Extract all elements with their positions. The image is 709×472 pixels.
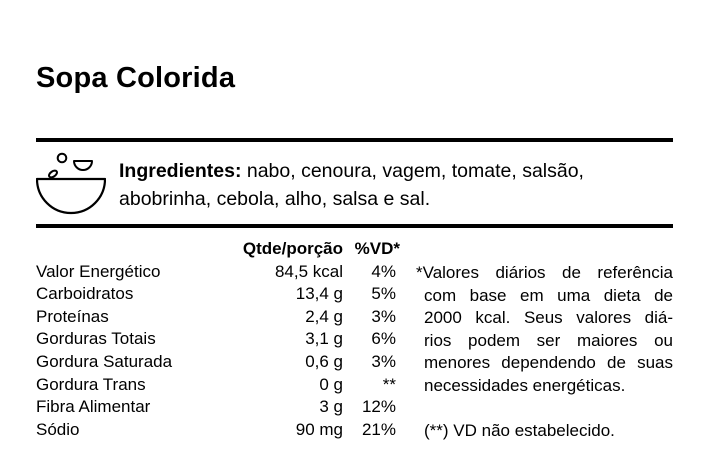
table-row (36, 306, 396, 329)
nutrient-daily-value: 3% (371, 351, 396, 371)
table-row (36, 419, 396, 442)
nutrient-daily-value: 21% (361, 419, 396, 439)
nutrition-header-row (36, 238, 400, 261)
nutrient-name: Valor Energético (36, 261, 161, 281)
nutrient-quantity: 3,1 g (305, 329, 343, 349)
nutrient-name: Fibra Alimentar (36, 397, 151, 417)
nutrition-table (36, 238, 400, 441)
ingredients-list: nabo, cenoura, vagem, tomate, salsão, abobrinha, cebola, alho, salsa e sal. (119, 160, 584, 210)
table-row (36, 283, 396, 306)
nutrient-daily-value: ** (382, 374, 396, 394)
nutrient-quantity: 0 g (319, 374, 343, 394)
table-row (36, 328, 396, 351)
nutrient-name: Gorduras Totais (36, 329, 156, 349)
nutrient-name: Sódio (36, 419, 80, 439)
table-row (36, 396, 396, 419)
header-daily-value: %VD* (354, 239, 400, 258)
nutrient-name: Proteínas (36, 306, 109, 326)
table-row (36, 374, 396, 397)
note-line: menores dependendo de suas (424, 353, 673, 373)
nutrient-quantity: 13,4 g (295, 284, 343, 304)
note-line: 2000 kcal. Seus valores diá- (424, 308, 673, 328)
bottom-divider (36, 224, 673, 228)
nutrient-daily-value: 3% (371, 306, 396, 326)
nutrient-name: Carboidratos (36, 284, 134, 304)
table-row (36, 261, 396, 284)
nutrient-quantity: 84,5 kcal (274, 261, 343, 281)
nutrient-quantity: 3 g (319, 397, 343, 417)
nutrient-quantity: 90 mg (295, 419, 343, 439)
ingredients-text (119, 157, 669, 213)
reference-values-note (416, 262, 673, 398)
header-quantity: Qtde/porção (242, 239, 343, 258)
not-established-note: (**) VD não estabelecido. (424, 421, 615, 440)
note-line: necessidades energéticas. (424, 375, 626, 395)
top-divider (36, 138, 673, 142)
note-line: com base em uma dieta de (424, 285, 673, 305)
nutrient-quantity: 2,4 g (305, 306, 343, 326)
note-line: rios podem ser maiores ou (424, 330, 673, 350)
ingredients-label: Ingredientes: (119, 160, 242, 182)
note-line: *Valores diários de referência (416, 263, 673, 282)
bowl-icon (36, 150, 106, 220)
nutrient-daily-value: 6% (371, 329, 396, 349)
nutrient-name: Gordura Trans (36, 374, 146, 394)
recipe-title: Sopa Colorida (36, 62, 236, 94)
nutrient-daily-value: 5% (371, 284, 396, 304)
nutrient-quantity: 0,6 g (305, 351, 343, 371)
nutrient-name: Gordura Saturada (36, 351, 173, 371)
nutrient-daily-value: 12% (361, 397, 396, 417)
table-row (36, 351, 396, 374)
nutrient-daily-value: 4% (371, 261, 396, 281)
